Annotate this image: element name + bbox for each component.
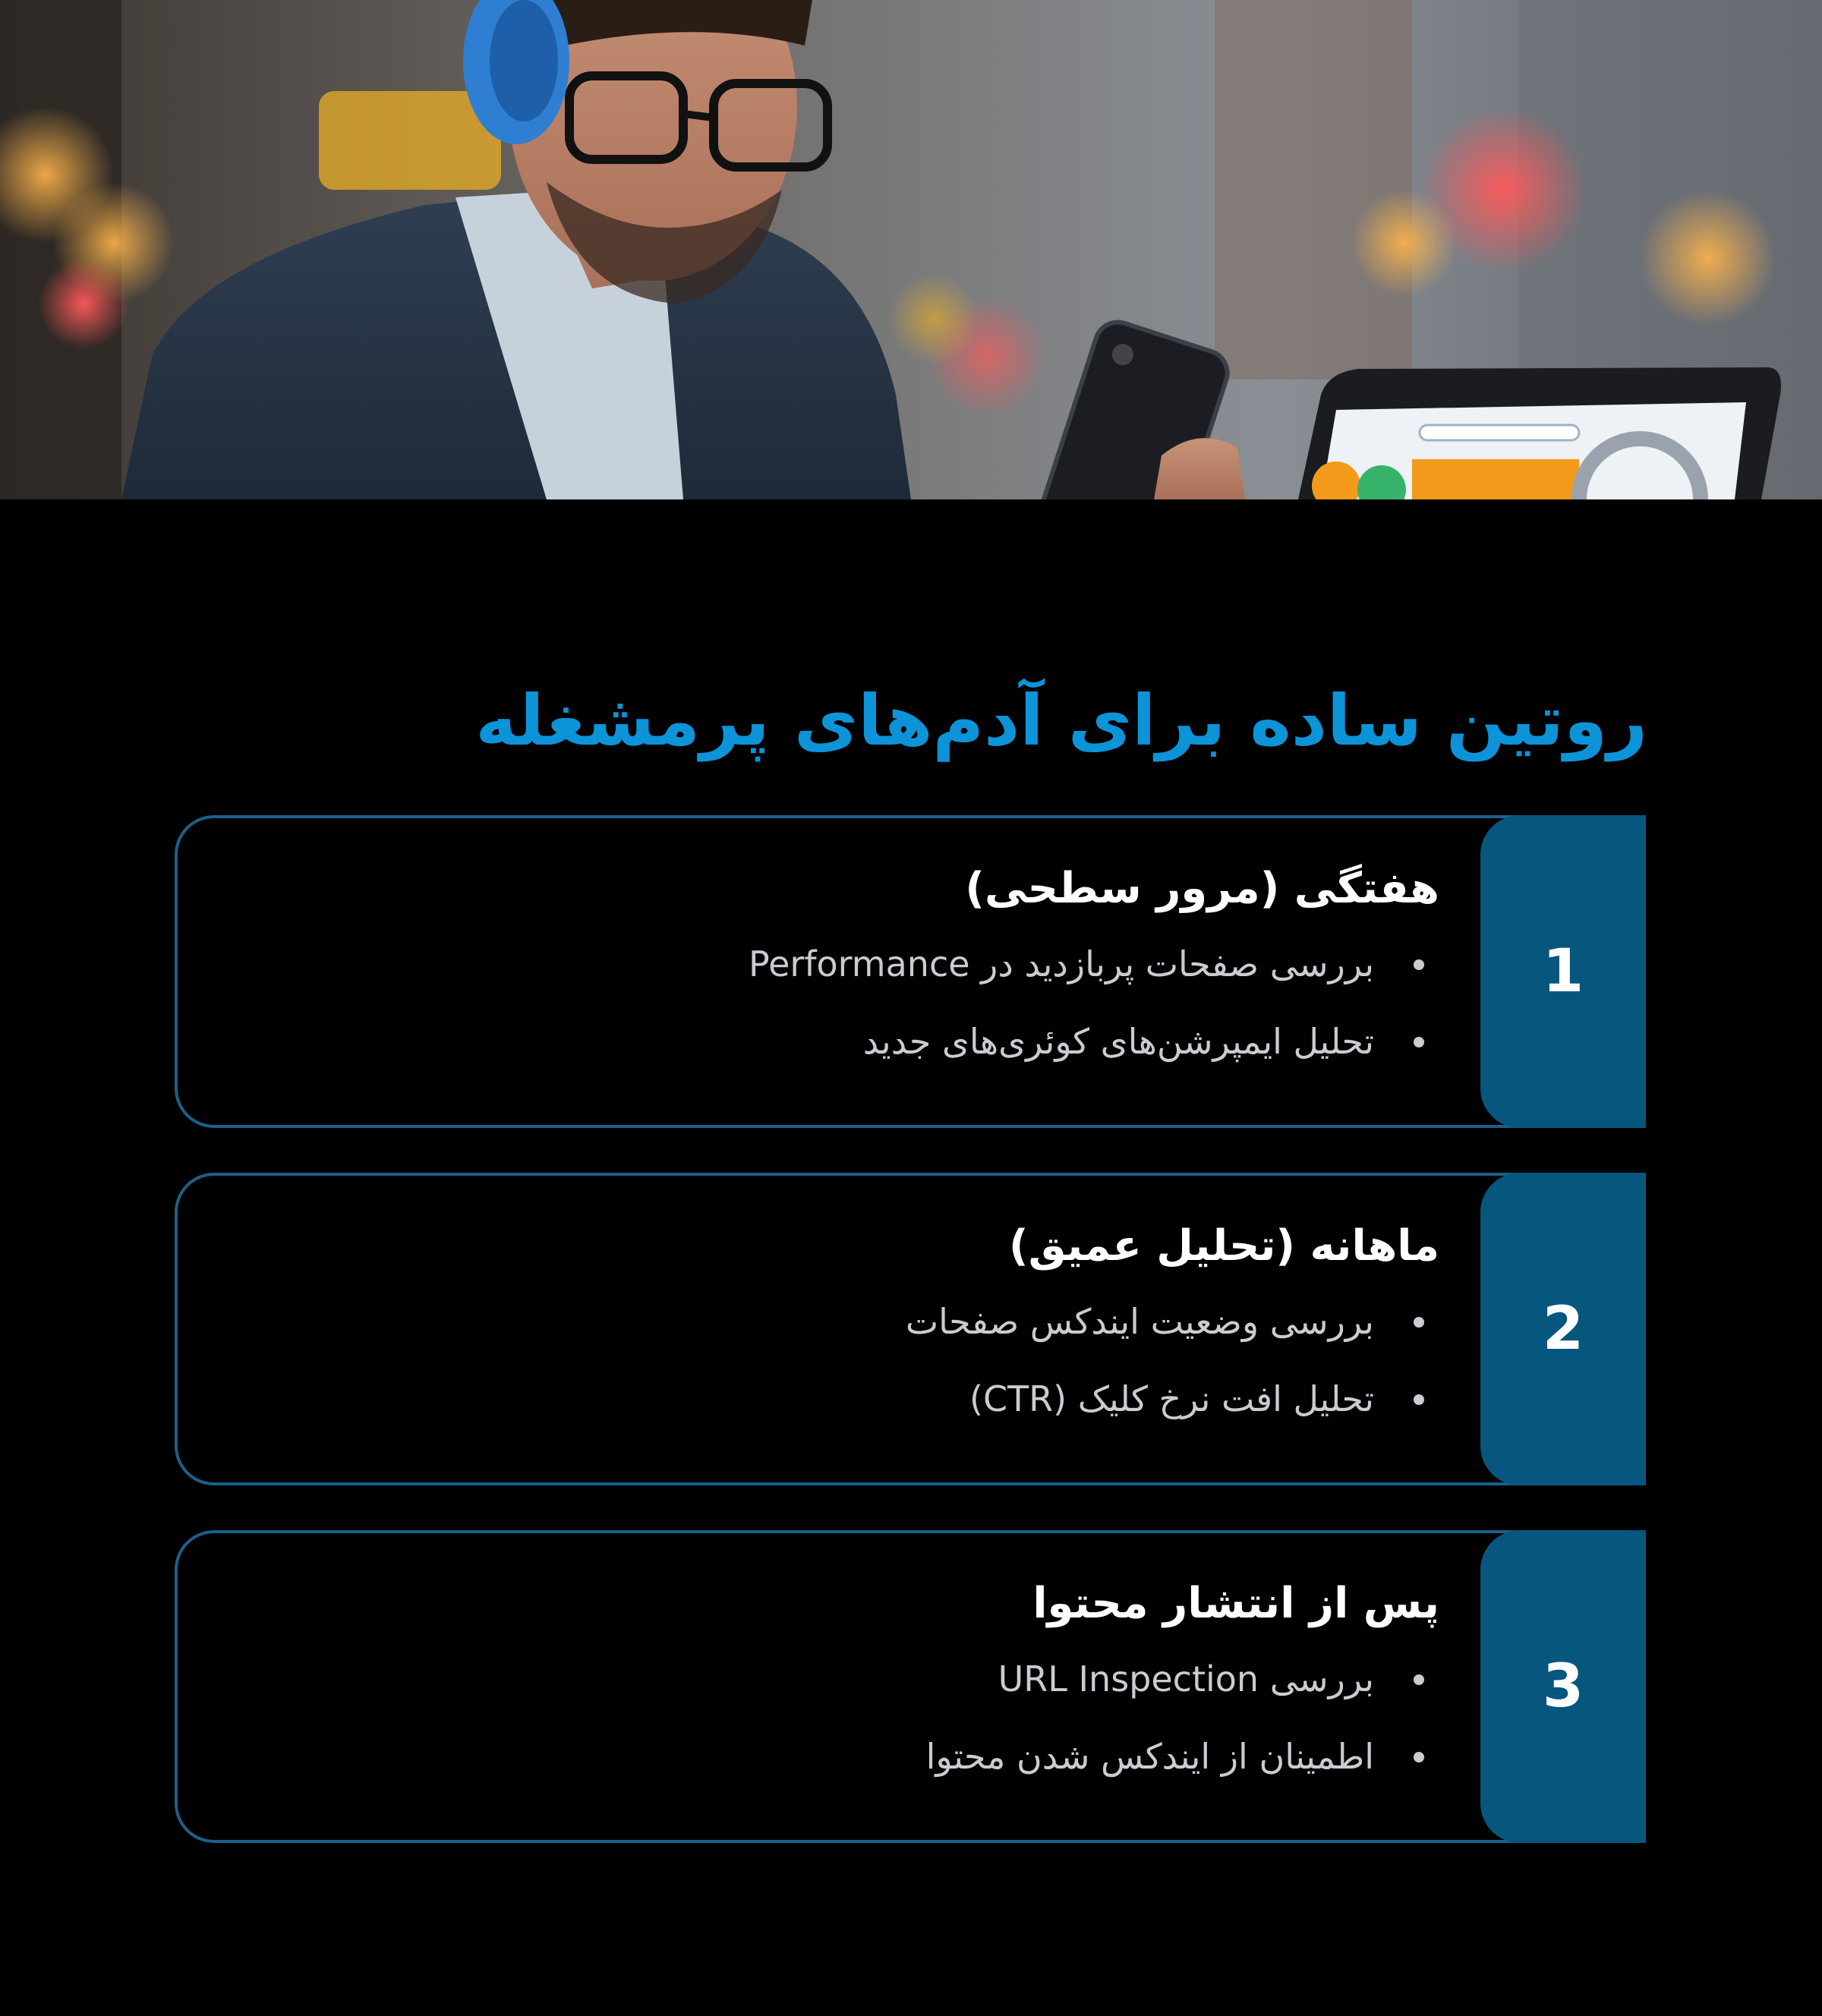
step-number-badge: 2	[1480, 1173, 1646, 1485]
bullet-dot-icon	[1414, 1752, 1424, 1762]
page-title: روتین ساده برای آدم‌های پرمشغله	[475, 680, 1647, 761]
card-heading: هفتگی (مرور سطحی)	[965, 864, 1439, 913]
card-content	[301, 1220, 1439, 1454]
card-item-list	[301, 1656, 1439, 1779]
card-item-list	[301, 1299, 1439, 1422]
list-item-text: تحلیل ایمپرشن‌های کوئری‌های جدید	[862, 1021, 1374, 1062]
routine-card-after-publish	[175, 1530, 1646, 1843]
list-item	[301, 1656, 1439, 1702]
list-item-text: بررسی URL Inspection	[998, 1658, 1374, 1699]
list-item	[301, 1299, 1439, 1344]
list-item	[301, 941, 1439, 987]
card-heading: پس از انتشار محتوا	[1032, 1579, 1439, 1628]
list-item-text: بررسی وضعیت ایندکس صفحات	[905, 1301, 1374, 1342]
routine-card-weekly	[175, 815, 1646, 1128]
card-content	[301, 862, 1439, 1096]
step-number-badge: 1	[1480, 815, 1646, 1128]
card-heading: ماهانه (تحلیل عمیق)	[1009, 1221, 1439, 1271]
bullet-dot-icon	[1414, 1037, 1424, 1047]
list-item	[301, 1376, 1439, 1422]
list-item-text: بررسی صفحات پربازدید در Performance	[749, 943, 1374, 984]
step-number-badge: 3	[1480, 1530, 1646, 1843]
bullet-dot-icon	[1414, 1394, 1424, 1405]
list-item	[301, 1734, 1439, 1779]
hero-photo	[0, 0, 1822, 499]
card-content	[301, 1577, 1439, 1811]
routine-card-monthly	[175, 1173, 1646, 1485]
list-item	[301, 1019, 1439, 1064]
card-item-list	[301, 941, 1439, 1064]
list-item-text: تحلیل افت نرخ کلیک (CTR)	[969, 1378, 1374, 1419]
bullet-dot-icon	[1414, 1317, 1424, 1328]
bullet-dot-icon	[1414, 959, 1424, 970]
bullet-dot-icon	[1414, 1674, 1424, 1685]
list-item-text: اطمینان از ایندکس شدن محتوا	[925, 1736, 1374, 1777]
